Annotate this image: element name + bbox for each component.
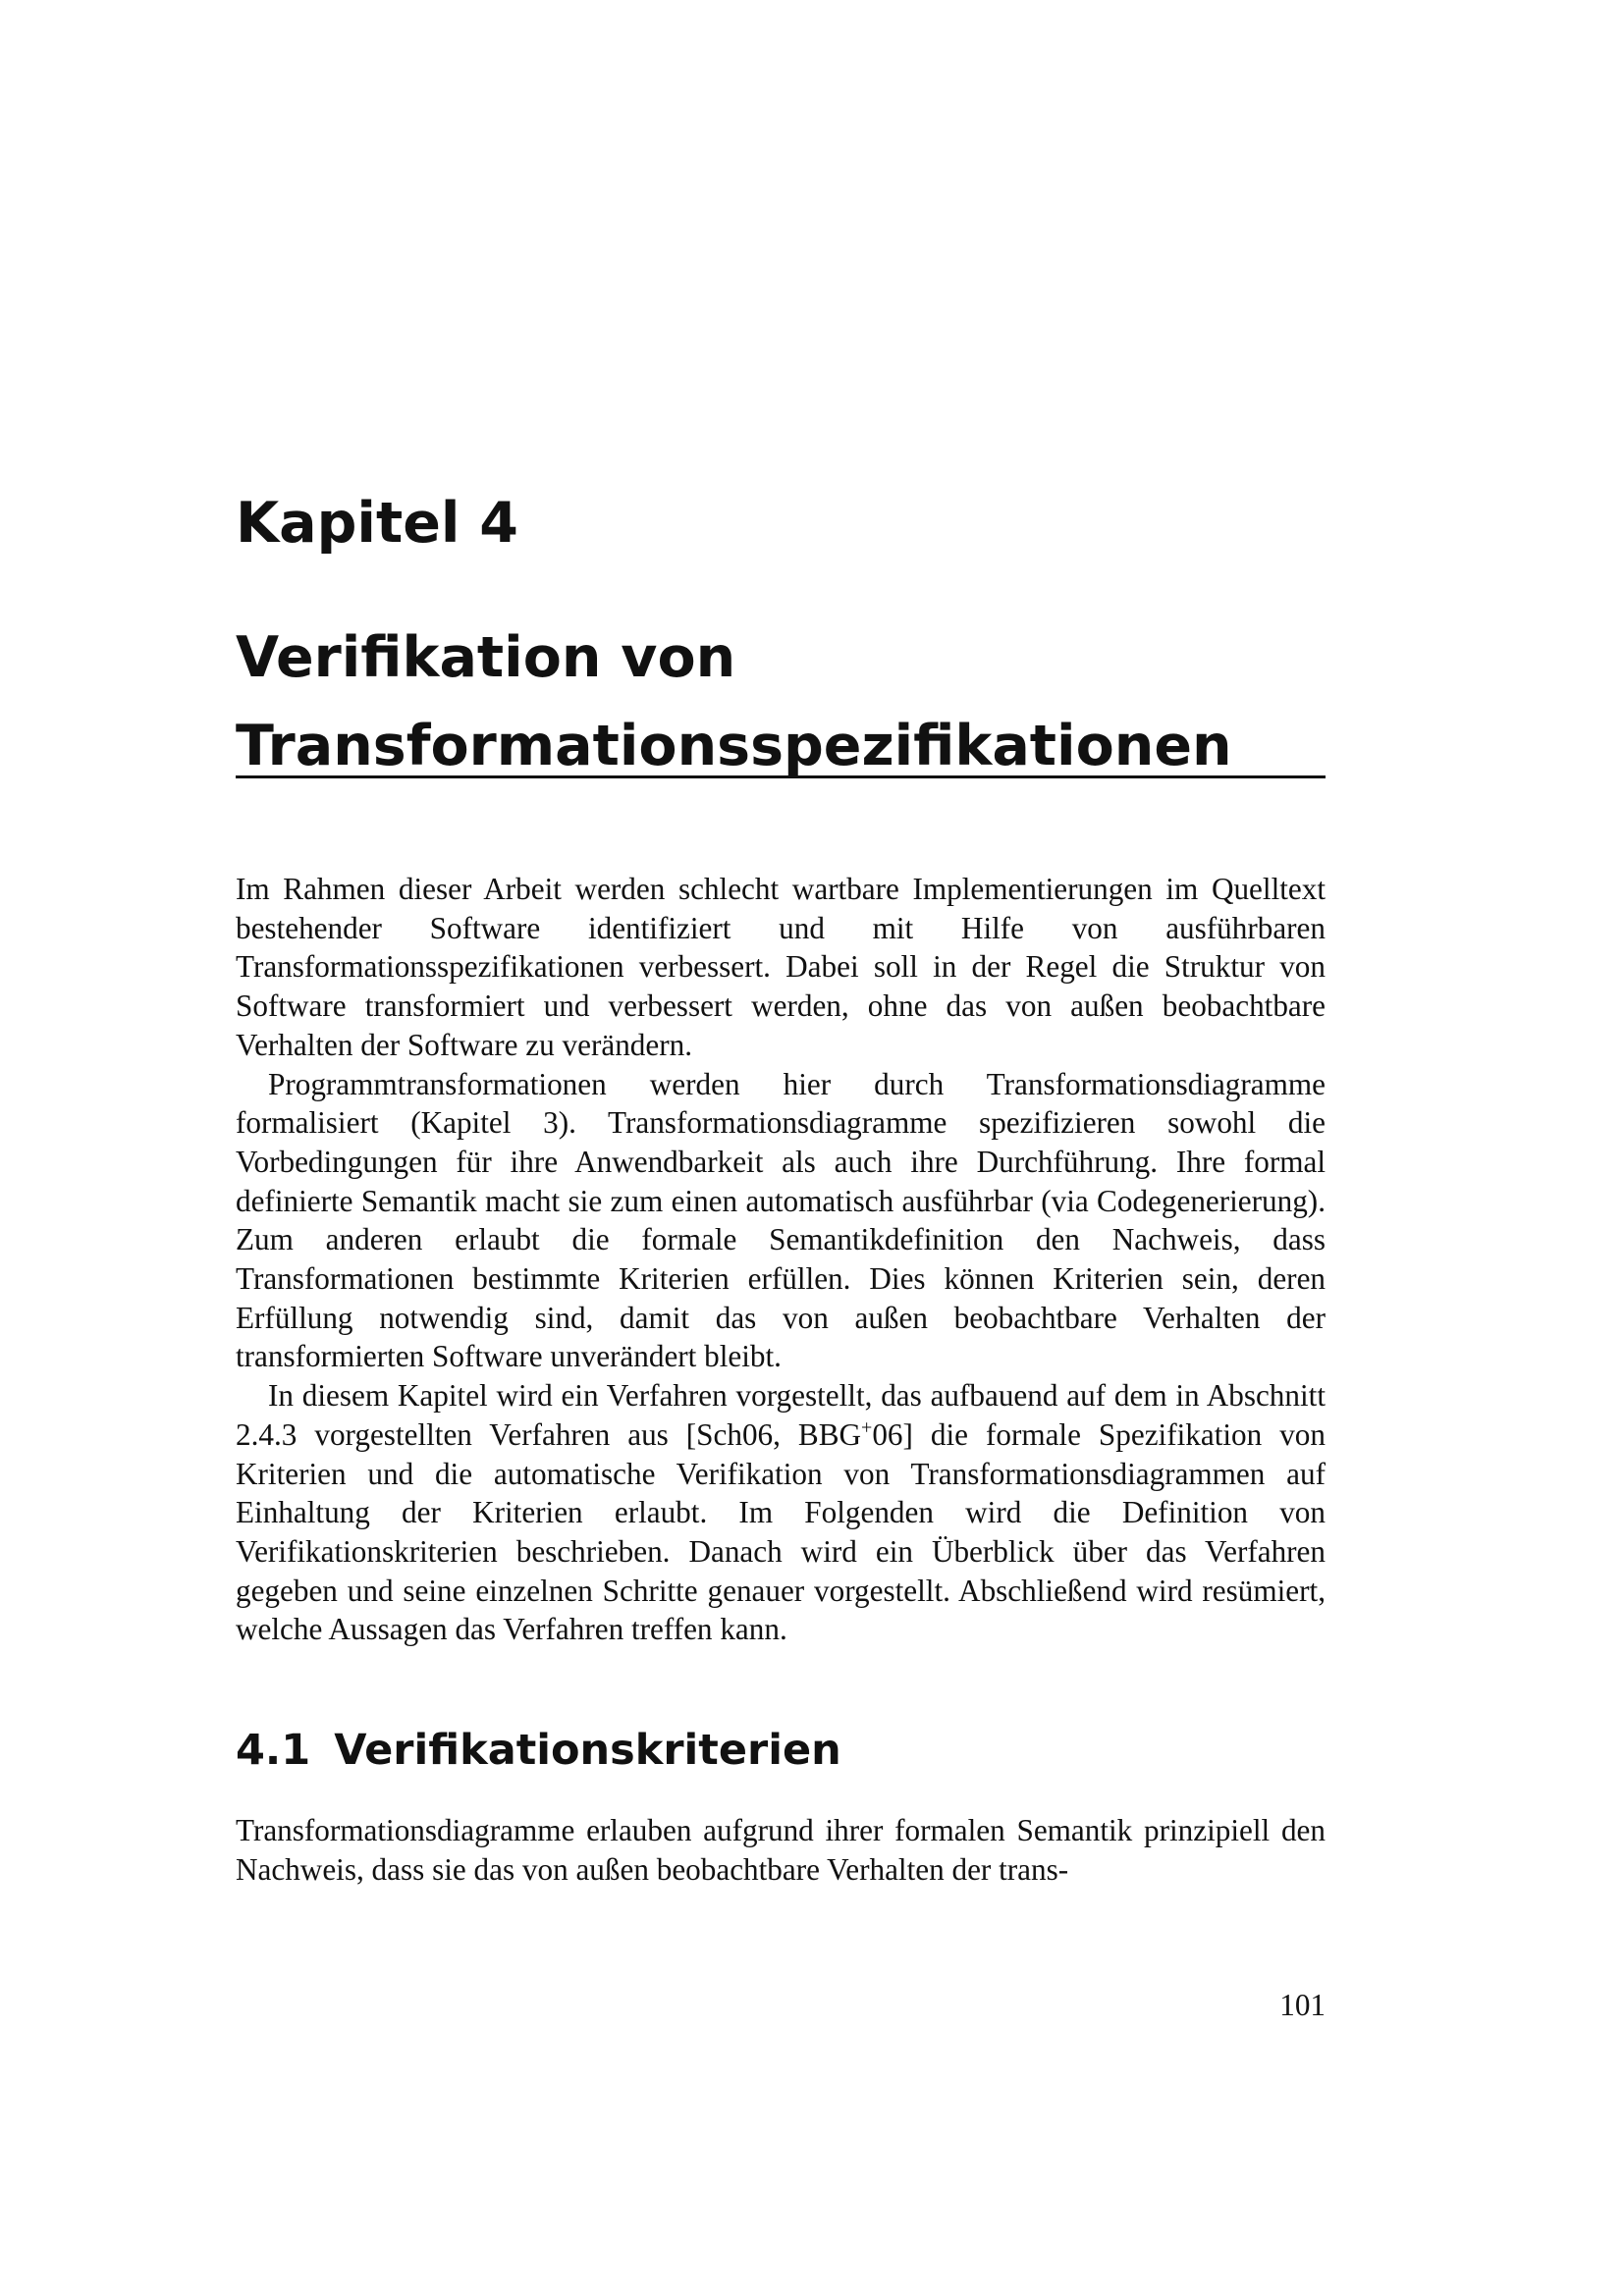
section-number: 4.1 (236, 1726, 311, 1775)
chapter-label: Kapitel 4 (236, 491, 518, 556)
section-body (236, 1811, 1326, 1889)
intro-paragraph-1: Im Rahmen dieser Arbeit werden schlecht wartbare Implementierungen im Quelltext bestehender Software identifiziert und mit Hilfe von ausführbaren Transformationsspezifikationen verbessert. Dabei soll in der Regel die Struktur von Software transformiert und verbessert werden, ohne das von außen beobachtbare Verhalten der Software zu verändern. (236, 872, 1326, 1062)
title-rule (236, 775, 1326, 778)
citation-superscript: + (861, 1416, 873, 1439)
chapter-title-line-2: Transformationsspezifikationen (236, 714, 1232, 778)
section-title: Verifikationskriterien (334, 1726, 841, 1775)
chapter-title (236, 614, 1232, 790)
page-number: 101 (1279, 1988, 1326, 2022)
section-heading (236, 1724, 841, 1777)
chapter-intro (236, 870, 1326, 1649)
intro-paragraph-3 (236, 1376, 1326, 1649)
intro-paragraph-3-text-a: In diesem Kapitel wird ein Verfahren vorgestellt, das aufbauend auf dem in Abschnitt 2.4.3 vorgestellten Verfahren aus [Sch06, BBG (236, 1378, 1326, 1452)
section-paragraph: Transformationsdiagramme erlauben aufgrund ihrer formalen Semantik prinzipiell den Nachweis, dass sie das von außen beobachtbare Verhalten der trans- (236, 1813, 1326, 1887)
chapter-title-line-1: Verifikation von (236, 625, 736, 690)
intro-paragraph-2: Programmtransformationen werden hier durch Transformationsdiagramme formalisiert (Kapitel 3). Transformationsdiagramme spezifizieren sowohl die Vorbedingungen für ihre Anwendbarkeit als auch ihre Durchführung. Ihre formal definierte Semantik macht sie zum einen automatisch ausführbar (via Codegenerierung). Zum anderen erlaubt die formale Semantikdefinition den Nachweis, dass Transformationen bestimmte Kriterien erfüllen. Dies können Kriterien sein, deren Erfüllung notwendig sind, damit das von außen beobachtbare Verhalten der transformierten Software unverändert bleibt. (236, 1066, 1326, 1374)
document-page (236, 0, 1326, 2296)
intro-paragraph-3-text-b: 06] die formale Spezifikation von Kriterien und die automatische Verifikation von Transformationsdiagrammen auf Einhaltung der Kriterien erlaubt. Im Folgenden wird die Definition von Verifikationskriterien beschrieben. Danach wird ein Überblick über das Verfahren gegeben und seine einzelnen Schritte genauer vorgestellt. Abschließend wird resümiert, welche Aussagen das Verfahren treffen kann. (236, 1416, 1326, 1647)
